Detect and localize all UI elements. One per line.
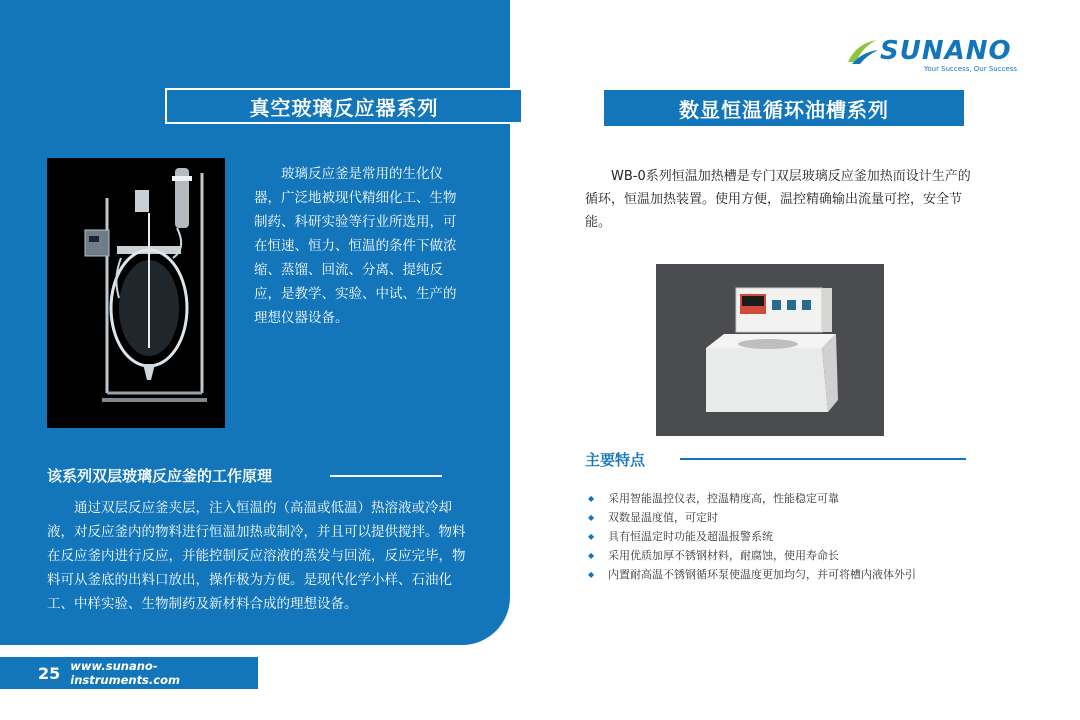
swoosh-icon <box>846 36 880 66</box>
reactor-series-title: 真空玻璃反应器系列 <box>165 88 523 124</box>
oil-bath-photo <box>656 264 884 436</box>
oil-bath-series-title: 数显恒温循环油槽系列 <box>604 90 964 126</box>
principle-paragraph <box>47 496 467 616</box>
features-heading-rule <box>680 458 966 460</box>
oil-bath-description <box>585 165 980 234</box>
feature-text: 内置耐高温不锈钢循环泵使温度更加均匀，并可将槽内液体外引 <box>608 568 916 581</box>
logo-wordmark: SUNANO <box>880 36 1012 66</box>
diamond-bullet-icon: ◆ <box>588 513 595 522</box>
diamond-bullet-icon: ◆ <box>588 494 595 503</box>
footer-bar <box>0 657 258 689</box>
website-url[interactable]: www.sunano-instruments.com <box>70 659 180 687</box>
page-number: 25 <box>38 663 61 683</box>
features-heading: 主要特点 <box>585 451 646 469</box>
diamond-bullet-icon: ◆ <box>588 532 595 541</box>
feature-item <box>588 527 916 546</box>
feature-text: 双数显温度值，可定时 <box>608 511 718 524</box>
diamond-bullet-icon: ◆ <box>588 570 595 579</box>
principle-heading: 该系列双层玻璃反应釜的工作原理 <box>47 467 273 485</box>
feature-item <box>588 546 916 565</box>
feature-item <box>588 565 916 584</box>
diamond-bullet-icon: ◆ <box>588 551 595 560</box>
principle-heading-rule <box>330 475 442 477</box>
feature-item <box>588 508 916 527</box>
feature-text: 具有恒温定时功能及超温报警系统 <box>608 530 773 543</box>
feature-item <box>588 489 916 508</box>
oil-bath-description-text: WB-0系列恒温加热槽是专门双层玻璃反应釜加热而设计生产的循环，恒温加热装置。使用方便，温控精确输出流量可控，安全节能。 <box>585 169 971 230</box>
principle-text: 通过双层反应釜夹层，注入恒温的（高温或低温）热溶液或冷却液，对反应釜内的物料进行恒温加热或制冷，并且可以提供搅拌。物料在反应釜内进行反应，并能控制反应溶液的蒸发与回流，反应完毕，物料可从釜底的出料口放出，操作极为方便。是现代化学小样、石油化工、中样实验、生物制药及新材料合成的理想设备。 <box>47 500 466 612</box>
reactor-intro <box>254 162 464 330</box>
features-list <box>588 489 916 584</box>
reactor-intro-text: 玻璃反应釜是常用的生化仪器，广泛地被现代精细化工、生物制药、科研实验等行业所选用，可在恒速、恒力、恒温的条件下做浓缩、蒸馏、回流、分离、提纯反应，是教学、实验、中试、生产的理想仪器设备。 <box>254 166 457 326</box>
feature-text: 采用优质加厚不锈钢材料，耐腐蚀，使用寿命长 <box>608 549 839 562</box>
oil-bath-illustration <box>656 264 884 436</box>
feature-text: 采用智能温控仪表，控温精度高，性能稳定可靠 <box>608 492 839 505</box>
reactor-illustration <box>47 158 225 428</box>
sunano-logo <box>846 34 1026 78</box>
logo-tagline: Your Success, Our Success <box>924 65 1018 73</box>
glass-reactor-photo <box>47 158 225 428</box>
